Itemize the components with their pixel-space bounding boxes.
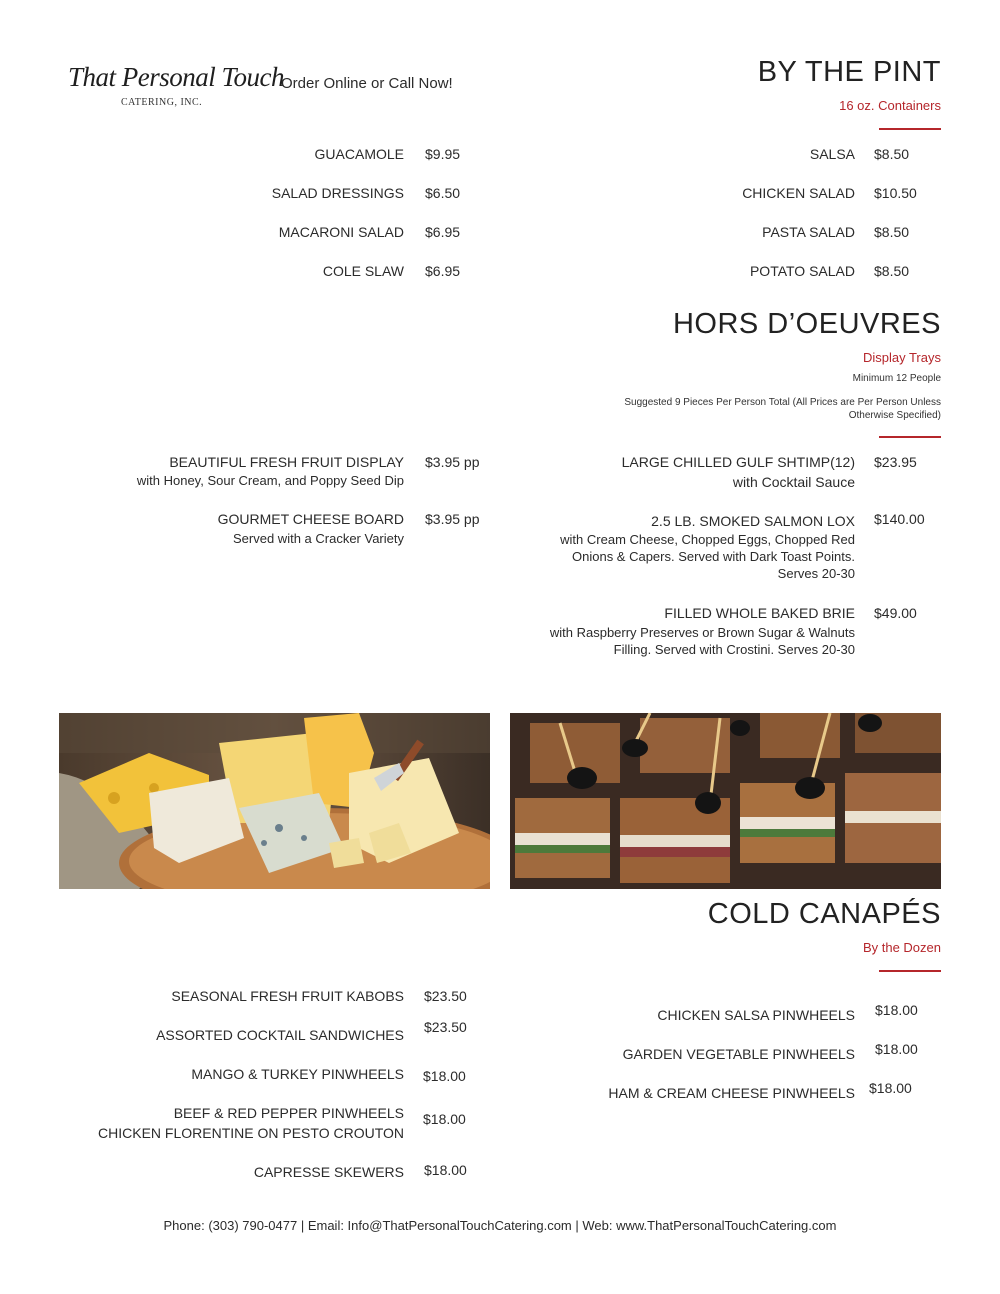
menu-item-name: SEASONAL FRESH FRUIT KABOBS: [171, 988, 404, 1004]
menu-item-description: Served with a Cracker Variety: [233, 531, 404, 546]
menu-item-price: $18.00: [423, 1068, 466, 1084]
menu-item-price: $6.95: [425, 224, 461, 240]
menu-item-price: $140.00: [874, 511, 925, 527]
menu-item-price: $23.50: [424, 1019, 467, 1035]
logo-wordmark: That Personal Touch: [68, 62, 285, 92]
menu-item-name: GOURMET CHEESE BOARD: [217, 511, 404, 527]
section-divider: [879, 128, 941, 130]
section-divider: [879, 970, 941, 972]
menu-item-price: $10.50: [874, 185, 917, 201]
menu-item-price: $3.95 pp: [425, 454, 480, 470]
menu-item-name: SALSA: [809, 146, 855, 162]
menu-item-name: GARDEN VEGETABLE PINWHEELS: [622, 1046, 855, 1062]
menu-item-price: $9.95: [425, 146, 461, 162]
section-note-minimum: Minimum 12 People: [852, 373, 941, 384]
section-title-hors-doeuvres: HORS D’OEUVRES: [672, 308, 941, 340]
section-title-cold-canapes: COLD CANAPÉS: [707, 898, 941, 930]
menu-item-description: with Raspberry Preserves or Brown Sugar & Walnuts Filling. Served with Crostini. Serves 20-30: [549, 625, 855, 657]
menu-item-name: POTATO SALAD: [749, 263, 855, 279]
menu-item-price: $3.95 pp: [425, 511, 480, 527]
menu-item-price: $18.00: [424, 1162, 467, 1178]
menu-item-name: LARGE CHILLED GULF SHTIMP(12): [621, 454, 855, 470]
section-note-suggested: Suggested 9 Pieces Per Person Total (All Prices are Per Person Unless Otherwise Specified): [624, 397, 941, 421]
menu-item-name: ASSORTED COCKTAIL SANDWICHES: [156, 1027, 404, 1043]
menu-item-name: BEEF & RED PEPPER PINWHEELS: [173, 1105, 404, 1121]
menu-item-price: $49.00: [874, 605, 917, 621]
menu-item-name: BEAUTIFUL FRESH FRUIT DISPLAY: [169, 454, 404, 470]
logo-subtitle: CATERING, INC.: [121, 97, 203, 108]
contact-footer: Phone: (303) 790-0477 | Email: Info@ThatPersonalTouchCatering.com | Web: www.ThatPersonalTouchCatering.com: [163, 1218, 837, 1233]
section-divider: [879, 436, 941, 438]
menu-item-price: $8.50: [874, 146, 910, 162]
canape-sandwiches-photo: [510, 713, 941, 889]
menu-item-description: with Cocktail Sauce: [732, 474, 855, 490]
menu-item-description: with Honey, Sour Cream, and Poppy Seed Dip: [136, 473, 404, 488]
menu-item-name: COLE SLAW: [322, 263, 404, 279]
menu-item-price: $23.50: [424, 988, 467, 1004]
menu-item-name: CHICKEN SALAD: [742, 185, 855, 201]
menu-item-name: MACARONI SALAD: [278, 224, 404, 240]
section-subtitle-cold-canapes: By the Dozen: [862, 940, 941, 955]
menu-item-price: $8.50: [874, 263, 910, 279]
order-cta: Order Online or Call Now!: [281, 75, 453, 92]
menu-item-price: $23.95: [874, 454, 917, 470]
section-subtitle-hors-doeuvres: Display Trays: [862, 350, 941, 365]
menu-item-name: CAPRESSE SKEWERS: [253, 1164, 404, 1180]
menu-item-price: $6.95: [425, 263, 461, 279]
cheese-board-photo: [59, 713, 490, 889]
section-subtitle-by-the-pint: 16 oz. Containers: [839, 98, 941, 113]
menu-item-price: $18.00: [875, 1002, 918, 1018]
menu-item-name: HAM & CREAM CHEESE PINWHEELS: [608, 1085, 855, 1101]
menu-item-price: $18.00: [423, 1111, 466, 1127]
menu-item-name: CHICKEN FLORENTINE ON PESTO CROUTON: [98, 1125, 404, 1141]
menu-item-name: FILLED WHOLE BAKED BRIE: [664, 605, 855, 621]
menu-item-price: $18.00: [875, 1041, 918, 1057]
menu-item-price: $8.50: [874, 224, 910, 240]
menu-item-name: GUACAMOLE: [314, 146, 404, 162]
menu-item-price: $6.50: [425, 185, 461, 201]
menu-item-price: $18.00: [869, 1080, 912, 1096]
menu-item-name: MANGO & TURKEY PINWHEELS: [191, 1066, 404, 1082]
menu-item-name: CHICKEN SALSA PINWHEELS: [657, 1007, 855, 1023]
section-title-by-the-pint: BY THE PINT: [757, 56, 941, 88]
menu-item-name: PASTA SALAD: [762, 224, 855, 240]
menu-item-description: with Cream Cheese, Chopped Eggs, Chopped Red Onions & Capers. Served with Dark Toast Points. Serves 20-30: [560, 532, 855, 581]
menu-item-name: 2.5 LB. SMOKED SALMON LOX: [651, 513, 855, 529]
menu-item-name: SALAD DRESSINGS: [271, 185, 404, 201]
